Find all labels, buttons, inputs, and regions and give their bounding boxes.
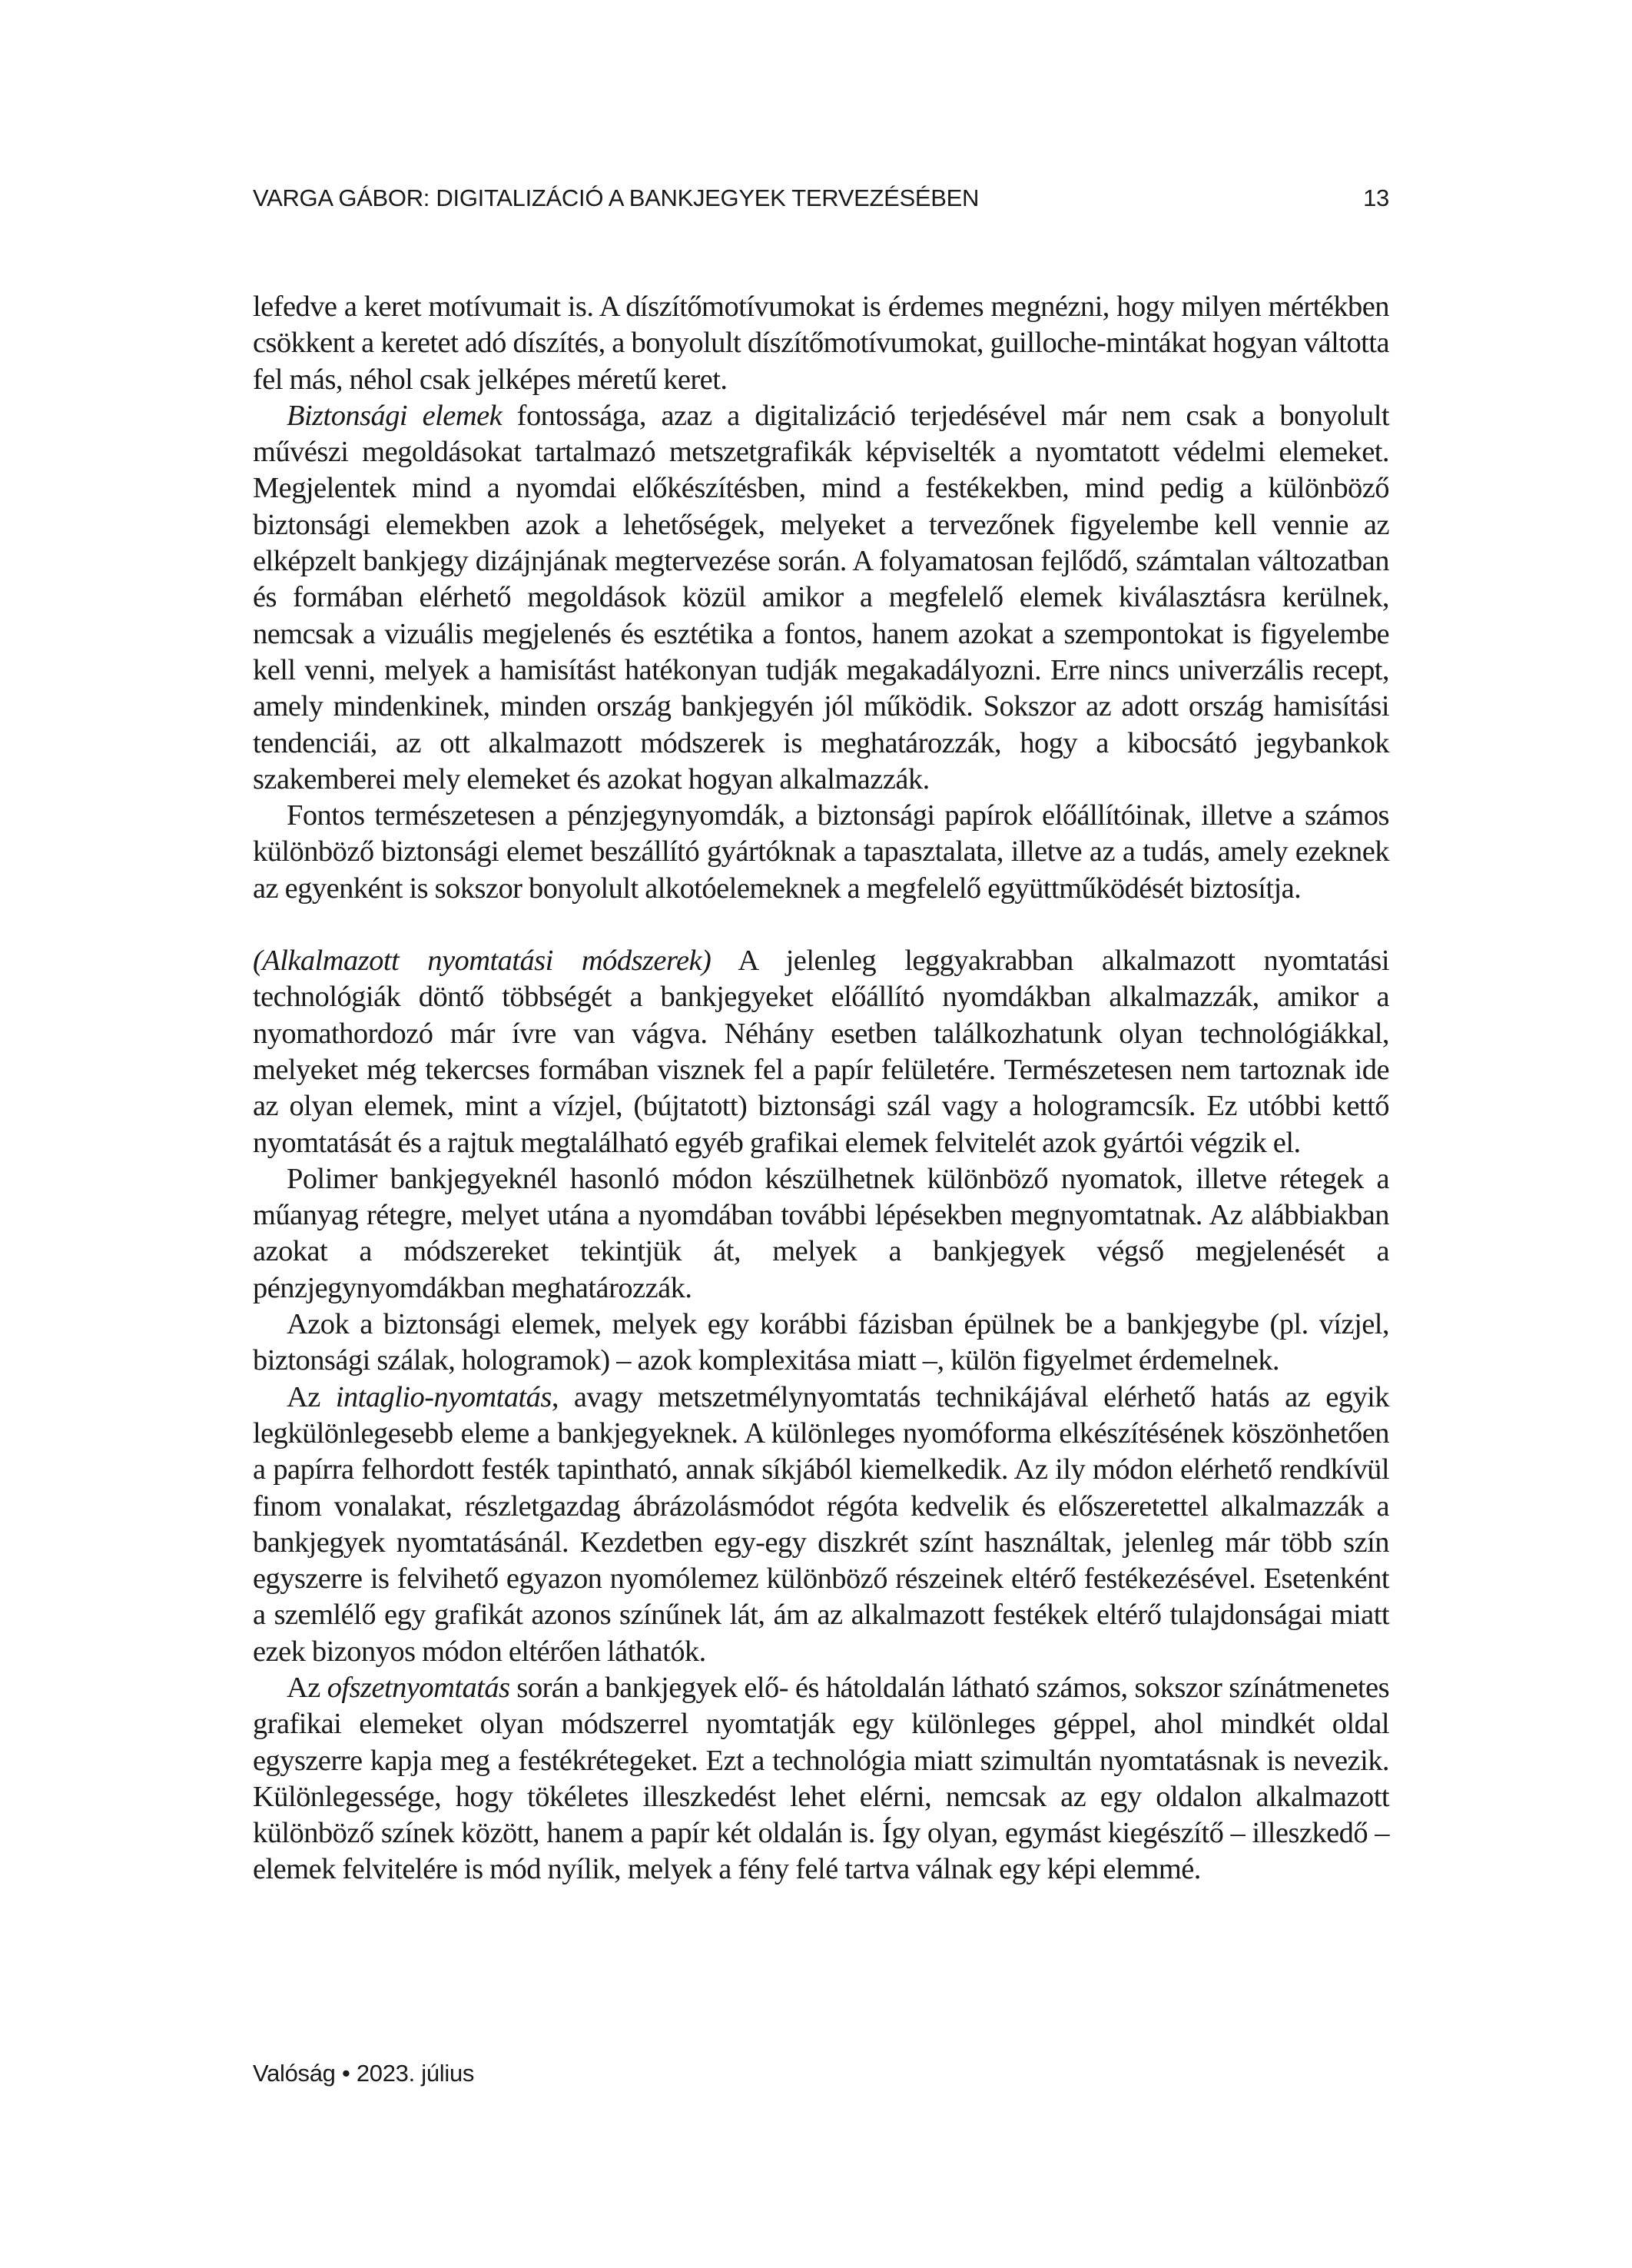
text-run: Az [287,1671,327,1704]
running-header [253,184,1389,212]
text-run: A jelenleg leggyakrabban alkalmazott nyomtatási technológiák döntő többségét a bankjegyeket előállító nyomdákban alkalmazzák, amikor a nyomathordozó már ívre van vágva. Néhány esetben találkozhatunk olyan technológiákkal, melyeket még tekercses formában visznek fel a papír felületére. Természetesen nem tartoznak ide az olyan elemek, mint a vízjel, (bújtatott) biztonsági szál vagy a hologramcsík. Ez utóbbi kettő nyomtatását és a rajtuk megtalálható egyéb grafikai elemek felvitelét azok gyártói végzik el. [253,945,1389,1159]
text-run: fontossága, azaz a digitalizáció terjedésével már nem csak a bonyolult művészi megoldásokat tartalmazó metszetgrafikák képviselték a nyomtatott védelmi elemeket. Megjelentek mind a nyomdai előkészítésben, mind a festékekben, mind pedig a különböző biztonsági elemekben azok a lehetőségek, melyeket a tervezőnek figyelembe kell vennie az elképzelt bankjegy dizájnjának megtervezése során. A folyamatosan fejlődő, számtalan változatban és formában elérhető megoldások közül amikor a megfelelő elemek kiválasztásra kerülnek, nemcsak a vizuális megjelenés és esztétika a fontos, hanem azokat a szempontokat is figyelembe kell venni, melyek a hamisítást hatékonyan tudják megakadályozni. Erre nincs univerzális recept, amely mindenkinek, minden ország bankjegyén jól működik. Sokszor az adott ország hamisítási tendenciái, az ott alkalmazott módszerek is meghatározzák, hogy a kibocsátó jegybankok szakemberei mely elemeket és azokat hogyan alkalmazzák. [253,399,1389,795]
paragraph [253,943,1389,1161]
text-run: során a bankjegyek elő- és hátoldalán látható számos, sokszor színátmenetes grafikai elemeket olyan módszerrel nyomtatják egy különleges géppel, ahol mindkét oldal egyszerre kapja meg a festékrétegeket. Ezt a technológia miatt szimultán nyomtatásnak is nevezik. Különlegessége, hogy tökéletes illeszkedést lehet elérni, nemcsak az egy oldalon alkalmazott különböző színek között, hanem a papír két oldalán is. Így olyan, egymást kiegészítő – illeszkedő – elemek felvitelére is mód nyílik, melyek a fény felé tartva válnak egy képi elemmé. [253,1671,1389,1886]
paragraph [253,1161,1389,1307]
text-run: Az [287,1380,336,1413]
page-number: 13 [1363,184,1389,211]
italic-term: intaglio-nyomtatás [335,1380,552,1413]
running-title: VARGA GÁBOR: DIGITALIZÁCIÓ A BANKJEGYEK TERVEZÉSÉBEN [253,184,980,211]
footer-separator: • [341,2060,350,2087]
paragraph [253,1670,1389,1888]
text-run: lefedve a keret motívumait is. A díszítőmotívumokat is érdemes megnézni, hogy milyen mértékben csökkent a keretet adó díszítés, a bonyolult díszítőmotívumokat, guilloche-mintákat hogyan váltotta fel más, néhol csak jelképes méretű keret. [253,291,1389,396]
paragraph [253,1380,1389,1670]
journal-name: Valóság [253,2060,336,2087]
text-run: Azok a biztonsági elemek, melyek egy korábbi fázisban épülnek be a bankjegybe (pl. vízjel, biztonsági szálak, hologramok) – azok komplexitása miatt –, külön figyelmet érdemelnek. [253,1308,1389,1377]
article-body [253,289,1389,1888]
italic-term: Biztonsági elemek [287,399,503,432]
text-run: Fontos természetesen a pénzjegynyomdák, a biztonsági papírok előállítóinak, illetve a számos különböző biztonsági elemet beszállító gyártóknak a tapasztalata, illetve az a tudás, amely ezeknek az egyenként is sokszor bonyolult alkotóelemeknek a megfelelő együttműködését biztosítja. [253,799,1389,905]
page-footer [253,2060,474,2087]
paragraph [253,1307,1389,1380]
paragraph [253,398,1389,798]
issue-date: 2023. július [356,2060,475,2087]
italic-term: (Alkalmazott nyomtatási módszerek) [253,945,712,978]
paragraph [253,289,1389,398]
paragraph [253,798,1389,907]
italic-term: ofszetnyomtatás [327,1671,510,1704]
text-run: Polimer bankjegyeknél hasonló módon készülhetnek különböző nyomatok, illetve rétegek a műanyag rétegre, melyet utána a nyomdában további lépésekben megnyomtatnak. Az alábbiakban azokat a módszereket tekintjük át, melyek a bankjegyek végső megjelenését a pénzjegynyomdákban meghatározzák. [253,1162,1389,1304]
text-run: , avagy metszetmélynyomtatás technikájával elérhető hatás az egyik legkülönlegesebb eleme a bankjegyeknek. A különleges nyomóforma elkészítésének köszönhetően a papírra felhordott festék tapintható, annak síkjából kiemelkedik. Az ily módon elérhető rendkívül finom vonalakat, részletgazdag ábrázolásmódot régóta kedvelik és előszeretettel alkalmazzák a bankjegyek nyomtatásánál. Kezdetben egy-egy diszkrét színt használtak, jelenleg már több szín egyszerre is felvihető egyazon nyomólemez különböző részeinek eltérő festékezésével. Esetenként a szemlélő egy grafikát azonos színűnek lát, ám az alkalmazott festékek eltérő tulajdonságai miatt ezek bizonyos módon eltérően láthatók. [253,1380,1389,1668]
